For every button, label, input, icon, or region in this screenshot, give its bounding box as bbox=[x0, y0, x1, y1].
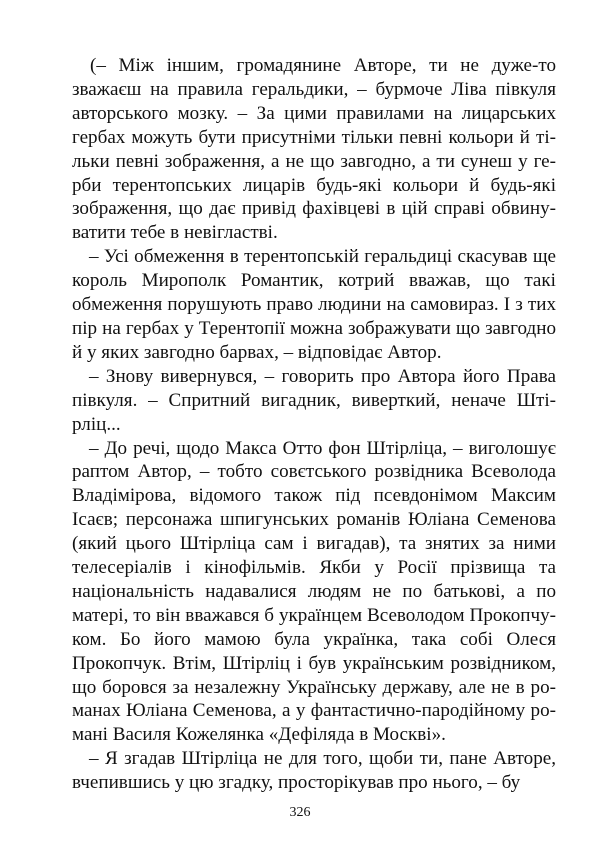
paragraph-2: – Усі обмеження в терентопській геральдиці скасував ще король Мирополк Романтик, котрий вважав, що такі обмеження порушують право людини на самовираз. І з тих пір на гербах у Терентопії можна зображувати що завгодно й у яких завгодно барвах, – відповідає Автор. bbox=[72, 246, 556, 363]
paragraph-1: (– Між іншим, громадянине Авторе, ти не дуже-то зважаєш на правила геральдики, – бурмоче Ліва півкуля авторського мозку. – За цими правилами на лицарських гербах можуть бути присутніми тільки певні кольори й тільки певні зображення, а не що завгодно, а ти сунеш у герби терентопських лицарів будь-які кольори й будь-які зображення, що дає привід фахівцеві в цій справі обвинуватити тебе в невігластві. bbox=[72, 55, 556, 244]
paragraph-5: – Я згадав Штірліца не для того, щоби ти, пане Авторе, вчепившись у цю згадку, просторікував про нього, – бу bbox=[72, 748, 556, 794]
paragraph-4: – До речі, щодо Макса Отто фон Штірліца, – виголошує раптом Автор, – тобто совєтського розвідника Всеволода Владімірова, відомого також під псевдонімом Максим Ісаєв; персонажа шпигунських романів Юліана Семенова (який цього Штірліца сам і вигадав), та знятих за ними телесеріалів і кінофільмів. Якби у Росії прізвища та національність надавалися людям не по батькові, а по матері, то він вважався б українцем Всеволодом Прокопчуком. Бо його мамою була українка, така собі Олеся Прокопчук. Втім, Штірліц і був українським розвідником, що боровся за незалежну Українську державу, але не в романах Юліана Семенова, а у фантастично-пародійному романі Василя Кожелянка «Дефіляда в Москві». bbox=[72, 437, 556, 746]
paragraph-3: – Знову вивернувся, – говорить про Автора його Права півкуля. – Спритний вигадник, виверткий, неначе Штірліц... bbox=[72, 365, 556, 435]
page-number: 326 bbox=[289, 805, 311, 820]
page-text-block bbox=[72, 54, 556, 795]
